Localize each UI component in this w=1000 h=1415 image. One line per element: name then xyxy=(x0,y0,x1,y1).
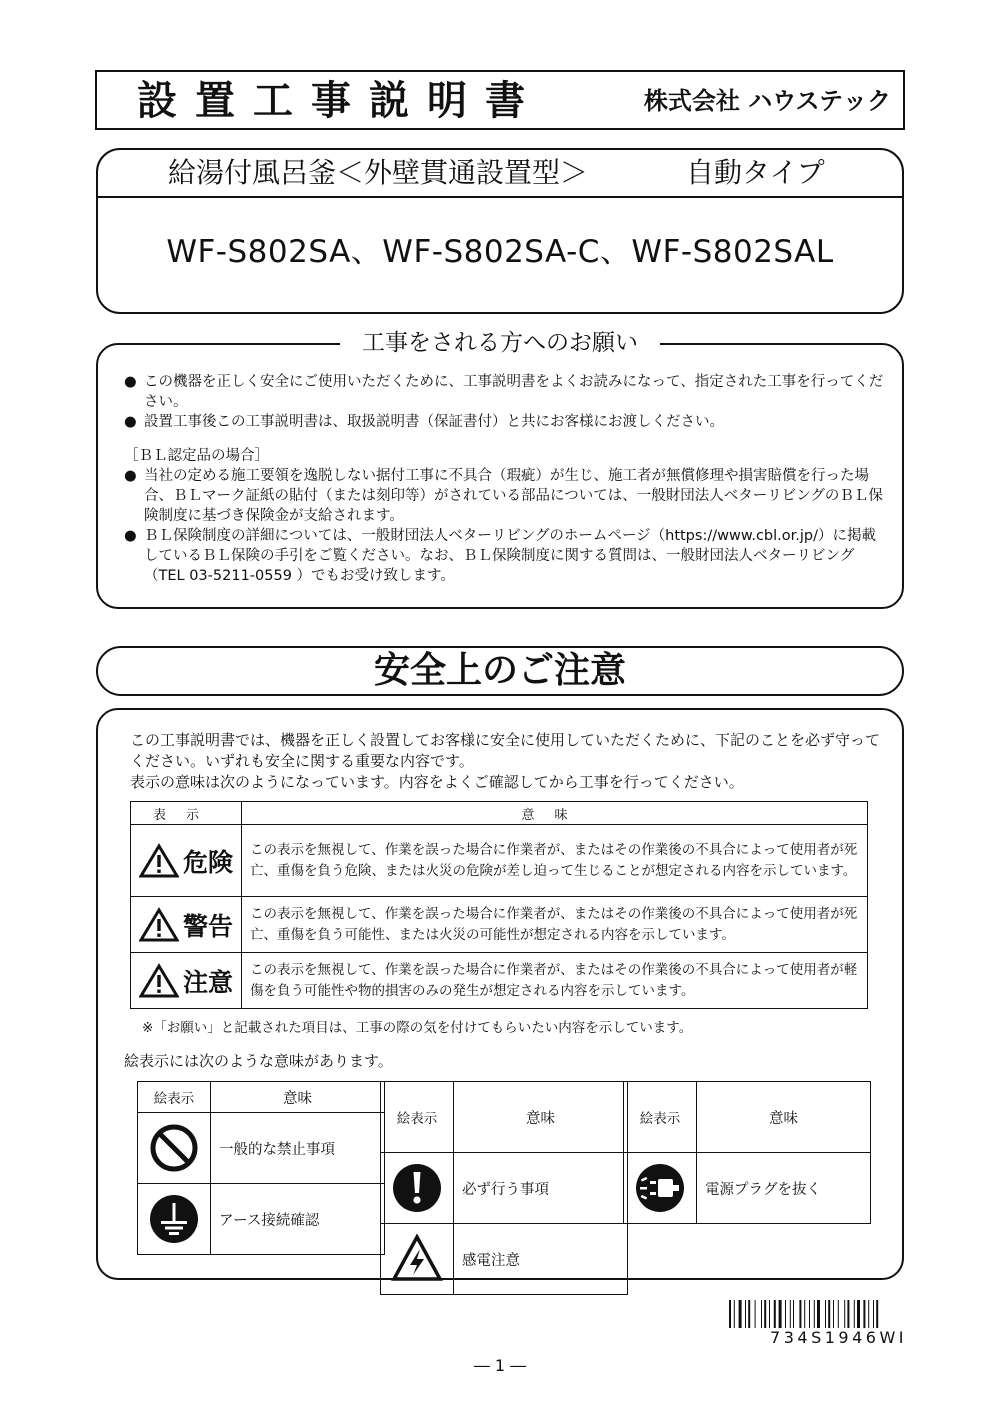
product-models: WF-S802SA、WF-S802SA-C、WF-S802SAL xyxy=(166,234,834,270)
pic-header-meaning: 意味 xyxy=(211,1082,385,1113)
document-title: 設置工事説明書 xyxy=(137,78,543,124)
signal-word-table xyxy=(130,801,868,1009)
bl-heading: ［ＢＬ認定品の場合］ xyxy=(124,448,269,464)
pic-header-icon: 絵表示 xyxy=(138,1082,211,1113)
bl-bullet: ● ＢＬ保険制度の詳細については、一般財団法人ベターリビングのホームページ（https://www.cbl.or.jp/）に掲載しているＢＬ保険の手引をご覧ください。なお、ＢＬ保険制度に関する質問は、一般財団法人ベターリビング（TEL 03-5211-0559 ）でもお受け致します。 xyxy=(124,526,884,586)
request-title: 工事をされる方へのお願い xyxy=(340,328,660,358)
caution-description: この表示を無視して、作業を誤った場合に作業者が、またはその作業後の不具合によって使用者が軽傷を負う可能性や物的損害のみの発生が想定される内容を示しています。 xyxy=(242,953,868,1009)
request-title-line-right xyxy=(664,343,854,345)
pictograph-meaning: 感電注意 xyxy=(454,1224,628,1295)
warning-triangle-icon xyxy=(139,963,179,999)
pictograph-table-2 xyxy=(380,1081,628,1295)
pic-header-meaning: 意味 xyxy=(697,1082,871,1153)
pictograph-meaning: アース接続確認 xyxy=(211,1184,385,1255)
pic-header-icon: 絵表示 xyxy=(381,1082,454,1153)
signal-word-caution: 注意 xyxy=(182,967,233,997)
safety-intro xyxy=(130,730,880,793)
meaning-header: 意味 xyxy=(242,802,868,825)
request-title-line-left xyxy=(150,343,340,345)
barcode xyxy=(729,1300,907,1328)
electric-shock-icon xyxy=(391,1233,443,1285)
barcode-number: 734S1946WI xyxy=(770,1328,907,1347)
symbol-header: 表示 xyxy=(131,802,242,825)
pictograph-table-3 xyxy=(623,1081,871,1224)
mandatory-icon xyxy=(391,1162,443,1214)
safety-intro-line: 表示の意味は次のようになっています。内容をよくご確認してから工事を行ってください。 xyxy=(130,773,744,791)
signal-word-warning: 警告 xyxy=(182,911,233,941)
request-body xyxy=(124,372,884,586)
pic-header-meaning: 意味 xyxy=(454,1082,628,1153)
pictograph-meaning: 電源プラグを抜く xyxy=(697,1153,871,1224)
product-box xyxy=(96,148,904,314)
ground-icon xyxy=(148,1193,200,1245)
safety-intro-line: この工事説明書では、機器を正しく設置してお客様に安全に使用していただくために、下記のことを必ず守ってください。いずれも安全に関する重要な内容です。 xyxy=(130,731,881,770)
danger-description: この表示を無視して、作業を誤った場合に作業者が、またはその作業後の不具合によって使用者が死亡、重傷を負う危険、または火災の危険が差し迫って生じることが想定される内容を示しています。 xyxy=(242,825,868,897)
pictograph-meaning: 一般的な禁止事項 xyxy=(211,1113,385,1184)
pic-header-icon: 絵表示 xyxy=(624,1082,697,1153)
warning-description: この表示を無視して、作業を誤った場合に作業者が、またはその作業後の不具合によって使用者が死亡、重傷を負う可能性、または火災の可能性が想定される内容を示しています。 xyxy=(242,897,868,953)
safety-title: 安全上のご注意 xyxy=(96,646,904,696)
company-name: 株式会社 ハウステック xyxy=(643,87,891,115)
pictograph-intro: 絵表示には次のような意味があります。 xyxy=(124,1052,393,1070)
warning-triangle-icon xyxy=(139,907,179,943)
pictograph-table-1 xyxy=(137,1081,385,1255)
prohibition-icon xyxy=(148,1122,200,1174)
document-header xyxy=(95,70,905,130)
onegai-note: ※「お願い」と記載された項目は、工事の際の気を付けてもらいたい内容を示しています。 xyxy=(142,1020,693,1036)
request-bullet: ● 設置工事後この工事説明書は、取扱説明書（保証書付）と共にお客様にお渡しください。 xyxy=(124,412,884,432)
product-type-row xyxy=(98,150,902,198)
warning-triangle-icon xyxy=(139,843,179,879)
product-type: 給湯付風呂釜＜外壁貫通設置型＞ xyxy=(168,156,589,189)
pictograph-meaning: 必ず行う事項 xyxy=(454,1153,628,1224)
bl-bullet: ● 当社の定める施工要領を逸脱しない据付工事に不具合（瑕疵）が生じ、施工者が無償修理や損害賠償を行った場合、ＢＬマーク証紙の貼付（または刻印等）がされている部品については、一般財団法人ベターリビングのＢＬ保険制度に基づき保険金が支給されます。 xyxy=(124,466,884,526)
unplug-icon xyxy=(634,1162,686,1214)
request-bullet: ● この機器を正しく安全にご使用いただくために、工事説明書をよくお読みになって、指定された工事を行ってください。 xyxy=(124,372,884,412)
signal-word-danger: 危険 xyxy=(182,847,233,877)
page-number: ― 1 ― xyxy=(473,1356,527,1375)
product-mode: 自動タイプ xyxy=(686,156,825,189)
